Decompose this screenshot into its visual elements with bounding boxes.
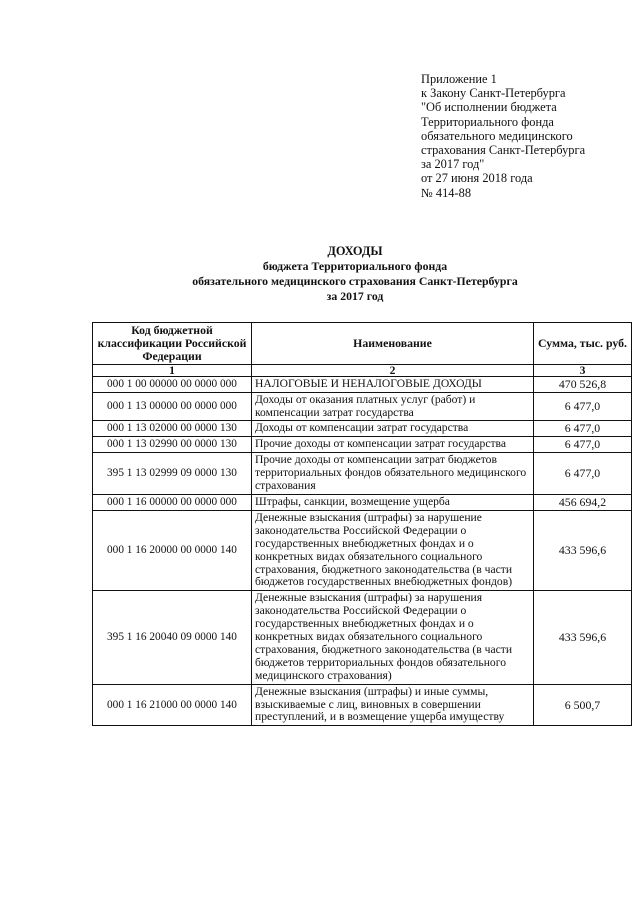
row-sum: 6 500,7 — [534, 684, 632, 726]
row-name: Прочие доходы от компенсации затрат бюджетов территориальных фондов обязательного медицинского страхования — [252, 453, 534, 495]
table-row — [93, 510, 632, 590]
revenue-table — [92, 322, 632, 726]
title-line-4: за 2017 год — [326, 289, 384, 303]
row-name: Штрафы, санкции, возмещение ущерба — [252, 494, 534, 510]
row-sum: 470 526,8 — [534, 376, 632, 392]
row-sum: 6 477,0 — [534, 421, 632, 437]
row-name: Денежные взыскания (штрафы) за нарушения законодательства Российской Федерации о государственных внебюджетных фондах и о конкретных видах обязательного социального страхования, бюджетного законодательства (в части бюджетов территориальных фондов обязательного медицинского страхования) — [252, 591, 534, 684]
row-name: Доходы от оказания платных услуг (работ) и компенсации затрат государства — [252, 392, 534, 421]
row-name: НАЛОГОВЫЕ И НЕНАЛОГОВЫЕ ДОХОДЫ — [252, 376, 534, 392]
row-code: 000 1 13 02990 00 0000 130 — [93, 437, 252, 453]
table-row — [93, 437, 632, 453]
column-number: 2 — [252, 364, 534, 376]
appendix-line: обязательного медицинского — [421, 128, 573, 143]
row-code: 000 1 00 00000 00 0000 000 — [93, 376, 252, 392]
header-name: Наименование — [252, 323, 534, 365]
table-row — [93, 421, 632, 437]
row-code: 000 1 16 20000 00 0000 140 — [93, 510, 252, 590]
row-sum: 433 596,6 — [534, 510, 632, 590]
header-code: Код бюджетной классификации Российской Федерации — [93, 323, 252, 365]
appendix-block — [421, 72, 631, 200]
appendix-line: Территориального фонда — [421, 114, 554, 129]
row-code: 395 1 16 20040 09 0000 140 — [93, 591, 252, 684]
row-sum: 6 477,0 — [534, 437, 632, 453]
title-line-3: обязательного медицинского страхования Санкт-Петербурга — [192, 274, 518, 288]
table-row — [93, 453, 632, 495]
row-sum: 456 694,2 — [534, 494, 632, 510]
table-header-row — [93, 323, 632, 365]
row-code: 000 1 16 00000 00 0000 000 — [93, 494, 252, 510]
appendix-line: "Об исполнении бюджета — [421, 100, 557, 115]
row-name: Прочие доходы от компенсации затрат государства — [252, 437, 534, 453]
appendix-line: страхования Санкт-Петербурга — [421, 143, 586, 158]
row-name: Денежные взыскания (штрафы) за нарушение законодательства Российской Федерации о государственных внебюджетных фондах и о конкретных видах обязательного социального страхования, бюджетного законодательства (в части бюджетов государственных внебюджетных фондов) — [252, 510, 534, 590]
table-row — [93, 392, 632, 421]
table-row — [93, 591, 632, 684]
appendix-line: за 2017 год" — [421, 157, 485, 172]
title-main: ДОХОДЫ — [327, 244, 383, 258]
column-number-row — [93, 364, 632, 376]
row-code: 000 1 13 02000 00 0000 130 — [93, 421, 252, 437]
table-row — [93, 376, 632, 392]
appendix-line: Приложение 1 — [421, 72, 497, 86]
row-name: Денежные взыскания (штрафы) и иные суммы, взыскиваемые с лиц, виновных в совершении преступлений, и в возмещение ущерба имуществу — [252, 684, 534, 726]
row-sum: 433 596,6 — [534, 591, 632, 684]
table-row — [93, 684, 632, 726]
appendix-line: к Закону Санкт-Петербурга — [421, 86, 566, 101]
row-code: 000 1 16 21000 00 0000 140 — [93, 684, 252, 726]
table-row — [93, 494, 632, 510]
row-code: 395 1 13 02999 09 0000 130 — [93, 453, 252, 495]
row-name: Доходы от компенсации затрат государства — [252, 421, 534, 437]
header-sum: Сумма, тыс. руб. — [534, 323, 632, 365]
appendix-line: от 27 июня 2018 года — [421, 171, 533, 186]
document-title — [90, 244, 620, 304]
title-line-2: бюджета Территориального фонда — [262, 259, 448, 273]
appendix-law-number: № 414-88 — [421, 185, 472, 200]
column-number: 1 — [93, 364, 252, 376]
column-number: 3 — [534, 364, 632, 376]
row-sum: 6 477,0 — [534, 392, 632, 421]
row-code: 000 1 13 00000 00 0000 000 — [93, 392, 252, 421]
row-sum: 6 477,0 — [534, 453, 632, 495]
